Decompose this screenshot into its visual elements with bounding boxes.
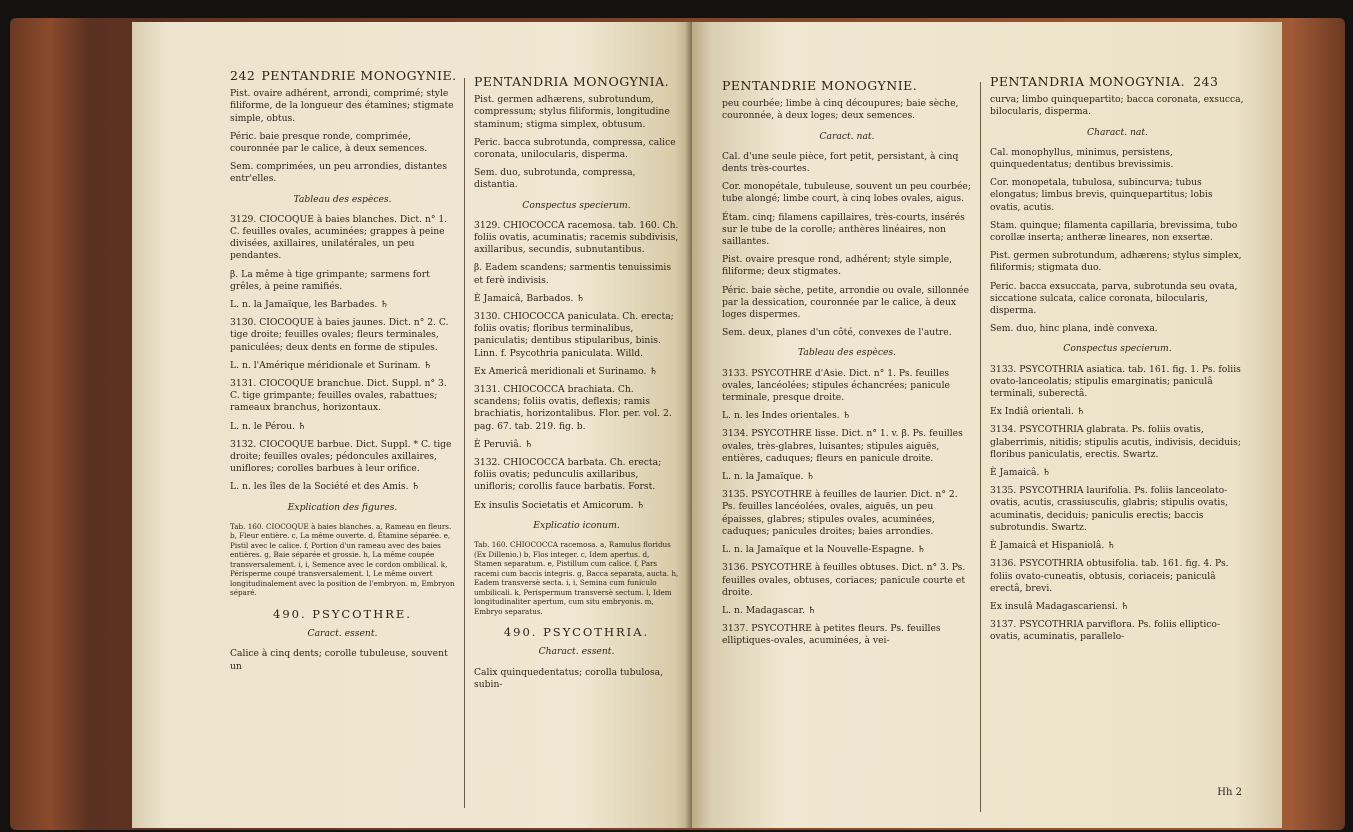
text-entry: L. n. les îles de la Société et des Amis. ♄: [230, 481, 420, 493]
signature-mark: Hh 2: [1217, 787, 1242, 798]
left-page: [132, 22, 692, 828]
character-list: [722, 151, 972, 340]
text-entry: 3134. PSYCOTHRIA glabrata. Ps. foliis ovatis, glaberrimis, nitidis; stipulis acutis, indivisis, deciduis; floribus paniculatis, erectis. Swartz.: [990, 424, 1241, 460]
text-entry: 3134. PSYCOTHRE lisse. Dict. n° 1. v. β. Ps. feuilles ovales, très-glabres, luisantes; stipules aiguës, entières, caduques; fleurs en panicule droite.: [722, 428, 963, 464]
text-entry: Sem. duo, hinc plana, indè convexa.: [990, 323, 1158, 335]
caract-label: Caract. essent.: [307, 628, 378, 640]
text-entry: Péric. baie presque ronde, comprimée, couronnée par le calice, à deux semences.: [230, 130, 428, 155]
text-entry: Peric. bacca subrotunda, compressa, calice coronata, unilocularis, disperma.: [474, 136, 676, 161]
text-entry: Pist. germen subrotundum, adhærens; stylus simplex, filiformis; stigmata duo.: [990, 250, 1242, 274]
text-entry: 3135. PSYCOTHRE à feuilles de laurier. Dict. n° 2. Ps. feuilles lancéolées, ovales, aiguës, un peu épaisses, glabres; stipules ovales, acuminées, caduques; panicules droites; baies arrondies.: [722, 489, 958, 537]
open-book: [10, 18, 1345, 830]
caract-label: Caract. nat.: [819, 130, 875, 142]
page-number: 242: [230, 68, 256, 83]
character-list: [722, 98, 972, 122]
right-page-latin-column: [990, 76, 1245, 650]
right-page: [692, 22, 1282, 828]
right-page-french-column: [722, 80, 972, 654]
text-entry: L. n. la Jamaïque, les Barbades. ♄: [230, 299, 389, 311]
caract-label: Charact. nat.: [1087, 126, 1148, 138]
text-entry: È Jamaicâ et Hispaniolâ. ♄: [990, 540, 1116, 552]
text-entry: Cor. monopétale, tubuleuse, souvent un peu courbée; tube alongé; limbe court, à cinq lobes ovales, aigus.: [722, 181, 971, 205]
text-entry: 3133. PSYCOTHRE d'Asie. Dict. n° 1. Ps. feuilles ovales, lancéolées; stipules échancrées; panicule terminale, presque droite.: [722, 367, 950, 404]
page-header: [230, 70, 455, 82]
genus-title: 490. PSYCOTHRE.: [273, 606, 412, 621]
species-list: [722, 368, 972, 648]
text-entry: Ex Americâ meridionali et Surinamo. ♄: [474, 365, 658, 377]
text-entry: 3129. CHIOCOCCA racemosa. tab. 160. Ch. foliis ovatis, acuminatis; racemis subdivisis, axillaribus, secundis, subnutantibus.: [474, 219, 679, 256]
column-divider: [464, 78, 465, 808]
text-entry: Péric. baie sèche, petite, arrondie ou ovale, sillonnée par la dessication, couronnée par le calice, à deux loges dispermes.: [722, 284, 970, 321]
text-entry: 3131. CHIOCOCCA brachiata. Ch. scandens; foliis ovatis, deflexis; ramis brachiatis, horizontalibus. Flor. per. vol. 2. pag. 67. tab. 219. fig. b.: [474, 384, 672, 432]
text-entry: Ex insulis Societatis et Amicorum. ♄: [474, 499, 645, 511]
text-entry: Sem. deux, planes d'un côté, convexes de l'autre.: [722, 327, 952, 339]
species-list: [230, 214, 455, 494]
text-entry: 3136. PSYCOTHRIA obtusifolia. tab. 161. fig. 4. Ps. foliis ovato-cuneatis, obtusis, coriaceis; paniculâ erectâ, brevi.: [990, 558, 1229, 594]
text-entry: Cal. d'une seule pièce, fort petit, persistant, à cinq dents très-courtes.: [722, 150, 959, 175]
section-title: Conspectus specierum.: [1063, 343, 1172, 355]
text-entry: L. n. Madagascar. ♄: [722, 604, 817, 616]
section-title: Tableau des espèces.: [293, 193, 392, 205]
text-entry: 3137. PSYCOTHRE à petites fleurs. Ps. feuilles elliptiques-ovales, acuminées, à vei-: [722, 623, 941, 647]
text-entry: Ex Indiâ orientali. ♄: [990, 406, 1085, 418]
genus-title: 490. PSYCOTHRIA.: [503, 625, 650, 640]
character-list: [230, 88, 455, 185]
running-title: PENTANDRIE MONOGYNIE.: [261, 68, 457, 83]
text-entry: 3137. PSYCOTHRIA parviflora. Ps. foliis elliptico-ovatis, acuminatis, parallelo-: [990, 619, 1221, 643]
running-title: PENTANDRIA MONOGYNIA.: [990, 74, 1186, 89]
text-entry: È Peruviâ. ♄: [474, 438, 533, 450]
text-continuation: Calix quinquedentatus; corolla tubulosa, subin-: [474, 666, 663, 690]
column-divider: [980, 82, 981, 812]
text-entry: 3136. PSYCOTHRE à feuilles obtuses. Dict. n° 3. Ps. feuilles ovales, obtuses, coriaces; panicule courte et droite.: [722, 562, 966, 598]
left-page-latin-column: [474, 76, 679, 697]
text-entry: L. n. les Indes orientales. ♄: [722, 410, 851, 422]
text-entry: 3130. CHIOCOCCA paniculata. Ch. erecta; foliis ovatis; floribus terminalibus, paniculatis; dentibus stipularibus, binis. Linn. f. Psycothria paniculata. Willd.: [474, 311, 674, 359]
text-entry: 3132. CIOCOQUE barbue. Dict. Suppl. * C. tige droite; feuilles ovales; pédoncules axillaires, uniflores; corolles barbues à leur orifice.: [230, 438, 452, 475]
section-title: Tableau des espèces.: [797, 347, 897, 359]
text-entry: 3132. CHIOCOCCA barbata. Ch. erecta; foliis ovatis; pedunculis axillaribus, unifloris; corollis fauce barbatis. Forst.: [474, 457, 662, 493]
character-list: [990, 147, 1245, 336]
running-title: PENTANDRIA MONOGYNIA.: [474, 74, 670, 89]
caract-label: Charact. essent.: [538, 646, 615, 658]
character-list: [990, 94, 1245, 118]
figures-explanation: Tab. 160. CHIOCOCCA racemosa. a, Ramulus floridus (Ex Dillenio.) b, Flos integer. c, Idem apertus. d, Stamen separatum. e, Pistillum cum calice. f, Pars racemi cum baccis integris. g, Bacca separata, aucta. h, Eadem transversè secta. i, i, Semina cum funiculo umbilicali. k, Perispermum transversè sectum. l, Idem longitudinaliter apertum, cum situ embryonis. m, Embryo separatus.: [474, 540, 679, 616]
text-entry: Cal. monophyllus, minimus, persistens, quinquedentatus; dentibus brevissimis.: [990, 146, 1174, 171]
text-entry: curva; limbo quinquepartito; bacca coronata, exsucca, bilocularis, disperma.: [990, 94, 1244, 118]
character-list: [474, 94, 679, 191]
text-entry: L. n. la Jamaïque et la Nouvelle-Espagne. ♄: [722, 544, 926, 556]
running-title: PENTANDRIE MONOGYNIE.: [722, 78, 918, 93]
text-entry: Pist. germen adhærens, subrotundum, compressum; stylus filiformis, longitudine staminum; stigma simplex, obtusum.: [474, 94, 670, 130]
text-entry: 3133. PSYCOTHRIA asiatica. tab. 161. fig. 1. Ps. foliis ovato-lanceolatis; stipulis emarginatis; paniculâ terminali, suberectâ.: [990, 363, 1241, 400]
text-entry: L. n. la Jamaïque. ♄: [722, 471, 815, 483]
text-entry: Pist. ovaire presque rond, adhérent; style simple, filiforme; deux stigmates.: [722, 254, 953, 278]
text-entry: L. n. le Pérou. ♄: [230, 420, 307, 432]
text-entry: Sem. comprimées, un peu arrondies, distantes entr'elles.: [230, 161, 447, 185]
figures-title: Explicatio iconum.: [533, 519, 620, 531]
page-header: [474, 76, 679, 88]
text-entry: β. Eadem scandens; sarmentis tenuissimis et ferè indivisis.: [474, 262, 672, 286]
figures-explanation: Tab. 160. CIOCOQUE à baies blanches. a, Rameau en fleurs. b, Fleur entière. c, La même ouverte. d, Étamine séparée. e, Pistil avec le calice. f, Portion d'un rameau avec des baies entières. g, Baie séparée et grossie. h, La même coupée transversalement. i, i, Semence avec le cordon ombilical. k, Périsperme coupé transversalement. l, Le même ouvert longitudinalement avec la position de l'embryon. m, Embryon séparé.: [230, 521, 455, 598]
text-entry: β. La même à tige grimpante; sarmens fort grêles, à peine ramifiés.: [230, 268, 430, 292]
page-header: [722, 80, 972, 92]
text-entry: Sem. duo, subrotunda, compressa, distantia.: [474, 167, 636, 191]
species-list: [990, 364, 1245, 644]
text-entry: 3130. CIOCOQUE à baies jaunes. Dict. n° 2. C. tige droite; feuilles ovales; fleurs terminales, paniculées; deux dents en forme de stipules.: [230, 317, 449, 353]
text-entry: È Jamaicâ, Barbados. ♄: [474, 292, 585, 304]
text-entry: 3135. PSYCOTHRIA laurifolia. Ps. foliis lanceolato-ovatis, acutis, crassiusculis, glabris; stipulis ovatis, acuminatis, deciduis; paniculis erectis; baccis subrotundis. Swartz.: [990, 485, 1228, 533]
text-entry: Ex insulâ Madagascariensi. ♄: [990, 600, 1129, 612]
page-number: 243: [1193, 74, 1219, 89]
text-entry: Stam. quinque; filamenta capillaria, brevissima, tubo corollæ inserta; antheræ lineares, non exsertæ.: [990, 219, 1238, 244]
text-entry: È Jamaicâ. ♄: [990, 467, 1051, 479]
text-entry: 3131. CIOCOQUE branchue. Dict. Suppl. n° 3. C. tige grimpante; feuilles ovales, rabattues; rameaux branchus, horizontaux.: [230, 378, 447, 414]
page-header: [990, 76, 1245, 88]
text-entry: peu courbée; limbe à cinq découpures; baie sèche, couronnée, à deux loges; deux semences.: [722, 98, 959, 122]
text-entry: Cor. monopetala, tubulosa, subincurva; tubus elongatus; limbus brevis, quinquepartitus; lobis ovatis, acutis.: [990, 177, 1213, 213]
left-page-french-column: [230, 70, 455, 679]
text-entry: Peric. bacca exsuccata, parva, subrotunda seu ovata, siccatione sulcata, calice coronata, bilocularis, disperma.: [990, 280, 1238, 317]
text-entry: L. n. l'Amérique méridionale et Surinam. ♄: [230, 359, 432, 371]
text-entry: Pist. ovaire adhérent, arrondi, comprimé; style filiforme, de la longueur des étamines; stigmate simple, obtus.: [230, 88, 454, 124]
text-entry: 3129. CIOCOQUE à baies blanches. Dict. n° 1. C. feuilles ovales, acuminées; grappes à peine divisées, axillaires, unilatérales, un peu pendantes.: [230, 213, 448, 262]
species-list: [474, 220, 679, 512]
section-title: Conspectus specierum.: [522, 199, 631, 211]
figures-title: Explication des figures.: [287, 501, 398, 513]
text-entry: Étam. cinq; filamens capillaires, très-courts, insérés sur le tube de la corolle; anthères linéaires, non saillantes.: [722, 211, 965, 248]
text-continuation: Calice à cinq dents; corolle tubuleuse, souvent un: [230, 648, 448, 672]
